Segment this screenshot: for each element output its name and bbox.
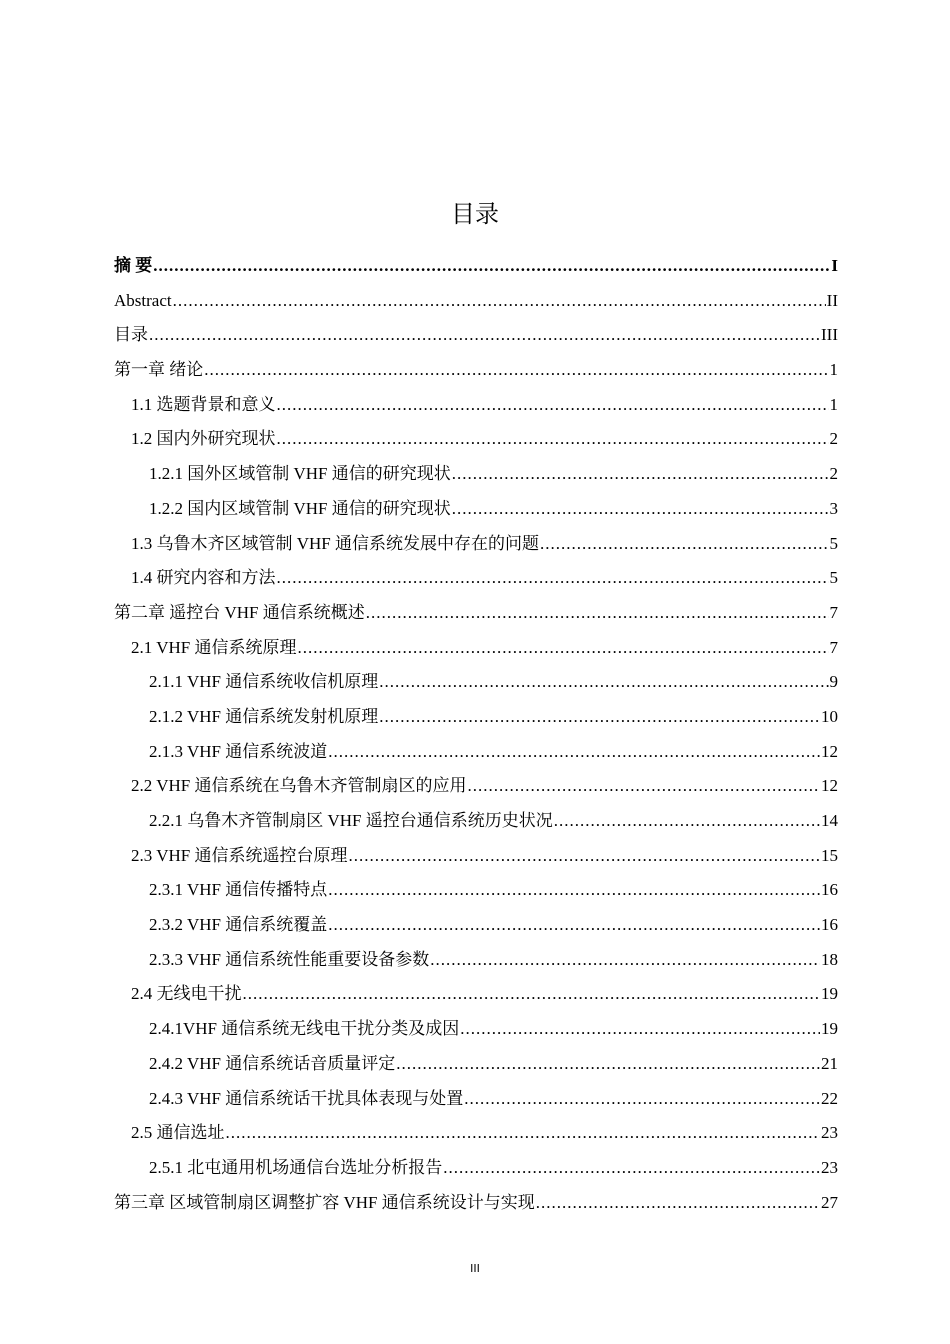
toc-entry[interactable] (114, 1189, 838, 1224)
page-title: 目录 (451, 200, 499, 228)
toc-entry-page-number: 12 (821, 776, 838, 796)
toc-dot-leader (467, 772, 820, 800)
toc-entry[interactable] (114, 599, 838, 634)
toc-entry-label: 2.3.1 VHF 通信传播特点 (149, 880, 328, 900)
toc-dot-leader (204, 356, 828, 384)
toc-entry-page-number: III (821, 325, 838, 345)
toc-entry[interactable] (114, 1119, 838, 1154)
toc-dot-leader (277, 391, 829, 419)
toc-entry-page-number: 12 (821, 741, 838, 761)
toc-entry-label: 摘 要 (114, 256, 153, 275)
toc-dot-leader (243, 980, 821, 1008)
toc-entry[interactable] (114, 1154, 838, 1189)
toc-dot-leader (366, 599, 829, 627)
toc-entry-page-number: 15 (821, 845, 838, 865)
toc-dot-leader (536, 1189, 820, 1217)
toc-entry-page-number: II (826, 290, 838, 310)
toc-entry-label: 2.4.3 VHF 通信系统话干扰具体表现与处置 (149, 1088, 464, 1108)
toc-dot-leader (149, 321, 820, 349)
toc-entry-label: 1.3 乌鲁木齐区域管制 VHF 通信系统发展中存在的问题 (131, 533, 540, 553)
toc-entry[interactable] (114, 634, 838, 669)
toc-entry-page-number: 5 (829, 568, 838, 588)
toc-entry[interactable] (114, 876, 838, 911)
toc-dot-leader (277, 564, 829, 592)
toc-entry-label: 1.2.1 国外区域管制 VHF 通信的研究现状 (149, 464, 451, 484)
toc-entry[interactable] (114, 703, 838, 738)
toc-entry-page-number: 14 (821, 811, 838, 830)
toc-dot-leader (452, 495, 829, 523)
toc-dot-leader (452, 460, 829, 488)
toc-list (114, 252, 838, 1223)
toc-entry[interactable] (114, 842, 838, 877)
toc-entry[interactable] (114, 946, 838, 981)
toc-entry-label: 2.3.2 VHF 通信系统覆盖 (149, 915, 328, 935)
toc-dot-leader (348, 842, 820, 870)
toc-entry[interactable] (114, 668, 838, 703)
toc-dot-leader (430, 946, 820, 974)
toc-entry[interactable] (114, 1085, 838, 1120)
toc-entry-page-number: 7 (829, 637, 838, 657)
toc-entry-label: 第一章 绪论 (114, 360, 204, 380)
toc-entry[interactable] (114, 495, 838, 530)
toc-entry[interactable] (114, 564, 838, 599)
toc-entry-label: 2.4.1VHF 通信系统无线电干扰分类及成因 (149, 1019, 460, 1039)
toc-entry-page-number: 22 (821, 1088, 838, 1108)
toc-entry-label: 2.3 VHF 通信系统遥控台原理 (131, 845, 348, 865)
toc-entry-label: 2.2.1 乌鲁木齐管制扇区 VHF 遥控台通信系统历史状况 (149, 811, 553, 830)
toc-entry-page-number: 27 (821, 1192, 838, 1212)
toc-entry-page-number: 1 (829, 360, 838, 380)
toc-dot-leader (328, 738, 820, 766)
toc-entry-label: 2.3.3 VHF 通信系统性能重要设备参数 (149, 949, 430, 969)
toc-dot-leader (554, 807, 820, 835)
toc-dot-leader (464, 1085, 820, 1113)
toc-entry[interactable] (114, 530, 838, 565)
toc-entry-page-number: 19 (821, 984, 838, 1004)
toc-entry[interactable] (114, 911, 838, 946)
toc-entry-label: 2.1 VHF 通信系统原理 (131, 637, 297, 657)
toc-entry[interactable] (114, 391, 838, 426)
toc-entry-label: 2.1.3 VHF 通信系统波道 (149, 741, 328, 761)
page-number-footer: III (470, 1262, 480, 1275)
toc-entry[interactable] (114, 356, 838, 391)
toc-entry[interactable] (114, 252, 838, 287)
toc-entry-page-number: 7 (829, 602, 838, 622)
toc-entry-label: 1.2.2 国内区域管制 VHF 通信的研究现状 (149, 498, 451, 518)
toc-entry-label: Abstract (114, 290, 172, 310)
toc-entry[interactable] (114, 321, 838, 356)
toc-entry-page-number: 3 (829, 498, 838, 518)
toc-entry-page-number: 23 (821, 1157, 838, 1177)
toc-entry-label: 1.2 国内外研究现状 (131, 429, 276, 449)
toc-entry-label: 2.4 无线电干扰 (131, 984, 242, 1004)
toc-entry-label: 2.5.1 北屯通用机场通信台选址分析报告 (149, 1157, 443, 1177)
toc-entry-label: 第二章 遥控台 VHF 通信系统概述 (114, 602, 365, 622)
toc-entry[interactable] (114, 807, 838, 842)
toc-dot-leader (226, 1119, 821, 1147)
toc-dot-leader (379, 668, 828, 696)
toc-entry-label: 2.5 通信选址 (131, 1123, 225, 1143)
toc-dot-leader (328, 876, 820, 904)
toc-dot-leader (328, 911, 820, 939)
toc-dot-leader (297, 634, 828, 662)
toc-entry[interactable] (114, 772, 838, 807)
toc-entry-page-number: 16 (821, 880, 838, 900)
toc-dot-leader (153, 252, 830, 280)
toc-dot-leader (460, 1015, 820, 1043)
toc-entry[interactable] (114, 287, 838, 322)
toc-entry-page-number: 2 (829, 464, 838, 484)
toc-entry[interactable] (114, 1015, 838, 1050)
toc-entry-label: 第三章 区域管制扇区调整扩容 VHF 通信系统设计与实现 (114, 1192, 535, 1212)
toc-entry-page-number: 23 (821, 1123, 838, 1143)
toc-entry-page-number: 2 (829, 429, 838, 449)
toc-dot-leader (396, 1050, 820, 1078)
toc-entry-page-number: 19 (821, 1019, 838, 1039)
toc-entry-label: 2.4.2 VHF 通信系统话音质量评定 (149, 1053, 396, 1073)
toc-dot-leader (379, 703, 820, 731)
toc-entry-label: 2.2 VHF 通信系统在乌鲁木齐管制扇区的应用 (131, 776, 467, 796)
toc-entry-page-number: 21 (821, 1053, 838, 1073)
toc-entry-page-number: I (831, 256, 838, 275)
toc-entry[interactable] (114, 738, 838, 773)
toc-entry[interactable] (114, 460, 838, 495)
toc-entry-label: 2.1.2 VHF 通信系统发射机原理 (149, 706, 379, 726)
toc-entry-page-number: 16 (821, 915, 838, 935)
toc-entry[interactable] (114, 425, 838, 460)
toc-entry-page-number: 9 (829, 672, 838, 692)
toc-dot-leader (173, 287, 826, 315)
toc-entry-label: 2.1.1 VHF 通信系统收信机原理 (149, 672, 379, 692)
toc-entry-page-number: 18 (821, 949, 838, 969)
toc-entry-page-number: 5 (829, 533, 838, 553)
toc-entry-label: 1.1 选题背景和意义 (131, 394, 276, 414)
toc-entry-label: 1.4 研究内容和方法 (131, 568, 276, 588)
toc-entry-page-number: 1 (829, 394, 838, 414)
toc-entry[interactable] (114, 1050, 838, 1085)
toc-dot-leader (277, 425, 829, 453)
toc-dot-leader (443, 1154, 820, 1182)
toc-dot-leader (540, 530, 828, 558)
toc-entry[interactable] (114, 980, 838, 1015)
toc-entry-label: 目录 (114, 325, 148, 345)
toc-entry-page-number: 10 (821, 706, 838, 726)
